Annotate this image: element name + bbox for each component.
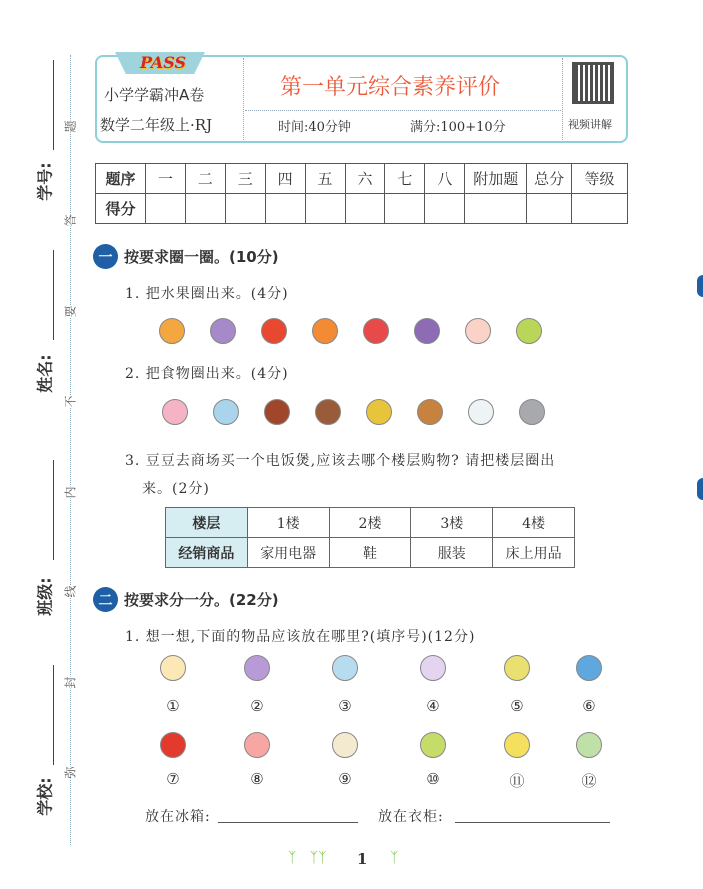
mittens-icon[interactable] [418, 730, 448, 760]
table-row [96, 164, 628, 194]
header-cell: 二 [185, 164, 225, 194]
goods-cell: 床上用品 [493, 538, 575, 568]
question-2-1: 1. 想一想,下面的物品应该放在哪里?(填序号)(12分) [125, 629, 476, 645]
floor-cell[interactable]: 2楼 [329, 508, 411, 538]
yogurt-shape [576, 655, 602, 681]
shirt-icon[interactable] [158, 653, 188, 683]
shirt-shape [160, 655, 186, 681]
apple-icon[interactable] [259, 316, 289, 346]
hamburger-icon[interactable] [415, 397, 445, 427]
carrot-shape [312, 318, 338, 344]
name-label: 姓名: [35, 354, 55, 393]
corn-icon[interactable] [364, 397, 394, 427]
student-id-blank[interactable] [53, 60, 54, 150]
score-cell[interactable] [225, 194, 265, 224]
cap-icon[interactable] [502, 730, 532, 760]
score-cell[interactable] [145, 194, 185, 224]
fridge-answer-blank[interactable] [218, 822, 358, 823]
item-number: ④ [426, 697, 440, 715]
chopsticks-icon[interactable] [313, 397, 343, 427]
seal-char: 要 [63, 305, 78, 318]
school-blank[interactable] [53, 665, 54, 765]
skirt-shape [244, 732, 270, 758]
eggplant-icon[interactable] [412, 316, 442, 346]
item-number: ① [166, 697, 180, 715]
header-cell: 四 [265, 164, 305, 194]
page-tab-marker [697, 478, 703, 500]
section-badge: 二 [93, 587, 118, 612]
mittens-shape [420, 732, 446, 758]
score-cell[interactable] [185, 194, 225, 224]
header-cell: 经销商品 [166, 538, 248, 568]
seal-char: 线 [63, 585, 78, 598]
item-number: ⑦ [166, 770, 180, 788]
chopsticks-shape [315, 399, 341, 425]
seal-char: 答 [63, 214, 78, 227]
row-label: 得分 [96, 194, 146, 224]
cucumber-icon[interactable] [514, 316, 544, 346]
chicken-leg-icon[interactable] [262, 397, 292, 427]
mushroom-shape [159, 318, 185, 344]
sprout-icon: ᛉ ᛉᛉ [288, 850, 327, 866]
cake-shape [162, 399, 188, 425]
score-cell[interactable] [465, 194, 527, 224]
score-cell[interactable] [305, 194, 345, 224]
score-cell[interactable] [345, 194, 385, 224]
pass-logo: PASS [140, 53, 187, 72]
floor-cell[interactable]: 1楼 [247, 508, 329, 538]
score-cell[interactable] [572, 194, 628, 224]
seal-char: 弥 [63, 766, 78, 779]
skirt-icon[interactable] [242, 730, 272, 760]
closet-label: 放在衣柜: [378, 809, 444, 825]
peach-shape [465, 318, 491, 344]
eggs-shape [332, 732, 358, 758]
chicken-leg-shape [264, 399, 290, 425]
eggplant-shape [414, 318, 440, 344]
header-cell: 等级 [572, 164, 628, 194]
goods-cell: 服装 [411, 538, 493, 568]
hamburger-shape [417, 399, 443, 425]
cherry-icon[interactable] [361, 316, 391, 346]
item-number: ② [250, 697, 264, 715]
student-id-label: 学号: [35, 162, 55, 201]
header-cell: 三 [225, 164, 265, 194]
seal-char: 内 [63, 486, 78, 499]
item-number: ⑤ [510, 697, 524, 715]
tomatoes-shape [160, 732, 186, 758]
qr-code-icon[interactable] [572, 62, 614, 104]
fridge-label: 放在冰箱: [145, 809, 211, 825]
header-cell: 总分 [527, 164, 572, 194]
pear-icon[interactable] [502, 653, 532, 683]
grapes-icon[interactable] [208, 316, 238, 346]
mushroom-icon[interactable] [157, 316, 187, 346]
class-blank[interactable] [53, 460, 54, 560]
popsicle-shape [244, 655, 270, 681]
seal-char: 题 [63, 120, 78, 133]
jeans-icon[interactable] [330, 653, 360, 683]
seal-char: 封 [63, 676, 78, 689]
floor-cell[interactable]: 3楼 [411, 508, 493, 538]
class-label: 班级: [35, 577, 55, 616]
question-1-3-cont: 来。(2分) [142, 481, 210, 497]
section-badge: 一 [93, 244, 118, 269]
cap-shape [504, 732, 530, 758]
page-number: 1 [357, 850, 368, 868]
table-row [166, 538, 575, 568]
corn-shape [366, 399, 392, 425]
school-label: 学校: [35, 777, 55, 816]
cherry-shape [363, 318, 389, 344]
popsicle-icon[interactable] [242, 653, 272, 683]
question-1-3: 3. 豆豆去商场买一个电饭煲,应该去哪个楼层购物? 请把楼层圈出 [125, 453, 556, 469]
header-cell: 六 [345, 164, 385, 194]
item-number: ⑧ [250, 770, 264, 788]
jeans-shape [332, 655, 358, 681]
cucumber-shape [516, 318, 542, 344]
qr-caption: 视频讲解 [568, 118, 612, 131]
series-name: 小学学霸冲A卷 [104, 86, 205, 104]
yogurt-icon[interactable] [574, 653, 604, 683]
score-cell[interactable] [265, 194, 305, 224]
question-1-1: 1. 把水果圈出来。(4分) [125, 286, 289, 302]
header-cell: 七 [385, 164, 425, 194]
table-row [96, 194, 628, 224]
floor-table [165, 507, 575, 568]
cake-icon[interactable] [160, 397, 190, 427]
section-2-heading [93, 587, 279, 612]
table-row [166, 508, 575, 538]
section-title: 按要求圈一圈。(10分) [124, 248, 279, 266]
plate-shape [468, 399, 494, 425]
subject-grade: 数学二年级上·RJ [100, 116, 213, 134]
score-table [95, 163, 628, 224]
sprout-icon: ᛉ [390, 850, 399, 866]
closet-answer-blank[interactable] [455, 822, 610, 823]
page-tab-marker [697, 275, 703, 297]
name-blank[interactable] [53, 250, 54, 340]
page-title: 第一单元综合素养评价 [280, 75, 501, 100]
header-cell: 八 [425, 164, 465, 194]
full-score: 满分:100+10分 [410, 120, 506, 135]
item-number: ⑫ [581, 772, 597, 790]
cabbage-shape [576, 732, 602, 758]
tomatoes-icon[interactable] [158, 730, 188, 760]
score-cell[interactable] [527, 194, 572, 224]
item-number: ⑥ [582, 697, 596, 715]
seal-line [70, 55, 71, 845]
header-cell: 题序 [96, 164, 146, 194]
goods-cell: 家用电器 [247, 538, 329, 568]
pear-shape [504, 655, 530, 681]
plate-icon[interactable] [466, 397, 496, 427]
peach-icon[interactable] [463, 316, 493, 346]
exam-time: 时间:40分钟 [278, 120, 351, 135]
pot-icon[interactable] [517, 397, 547, 427]
grapes-shape [210, 318, 236, 344]
socks-shape [420, 655, 446, 681]
eggs-icon[interactable] [330, 730, 360, 760]
seal-char: 不 [63, 395, 78, 408]
carrot-icon[interactable] [310, 316, 340, 346]
header-cell: 附加题 [465, 164, 527, 194]
item-number: ⑨ [338, 770, 352, 788]
header-cell: 五 [305, 164, 345, 194]
item-number: ③ [338, 697, 352, 715]
cabbage-icon[interactable] [574, 730, 604, 760]
goods-cell: 鞋 [329, 538, 411, 568]
floor-cell[interactable]: 4楼 [493, 508, 575, 538]
header-cell: 楼层 [166, 508, 248, 538]
section-title: 按要求分一分。(22分) [124, 591, 279, 609]
header-cell: 一 [145, 164, 185, 194]
score-cell[interactable] [425, 194, 465, 224]
bowl-icon[interactable] [211, 397, 241, 427]
score-cell[interactable] [385, 194, 425, 224]
bowl-shape [213, 399, 239, 425]
section-1-heading [93, 244, 279, 269]
item-number: ⑩ [426, 770, 440, 788]
apple-shape [261, 318, 287, 344]
socks-icon[interactable] [418, 653, 448, 683]
pot-shape [519, 399, 545, 425]
item-number: ⑪ [509, 772, 525, 790]
question-1-2: 2. 把食物圈出来。(4分) [125, 366, 289, 382]
